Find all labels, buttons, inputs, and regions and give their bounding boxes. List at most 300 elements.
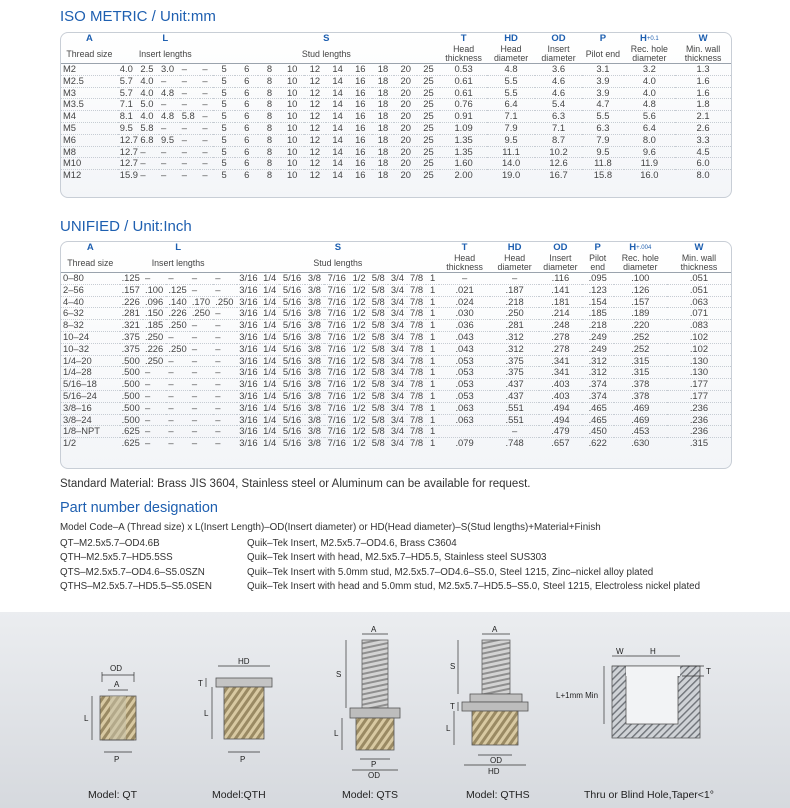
table-cell: .630 [631,437,650,449]
table-cell: – [190,414,213,426]
table-cell: 7/8 [407,284,426,296]
table-cell: 1/2 [350,273,369,285]
table-cell: 6.4 [487,99,534,111]
table-cell: 3/4 [388,331,407,343]
table-cell: 1/2 [350,426,369,438]
table-cell: .053 [439,367,490,379]
table-cell: .220 [614,320,667,332]
table-cell: 5/8 [369,343,388,355]
qth-label-l: L [204,709,209,718]
table-cell: .177 [667,390,731,402]
table-cell: .465 [582,402,614,414]
table-cell: .218 [490,296,539,308]
table-cell: – [490,426,539,438]
table-row [61,355,731,367]
table-cell: .130 [667,367,731,379]
unified-sub-stud-lengths: Stud lengths [237,254,439,273]
model-label-qth: Model:QTH [212,789,266,801]
table-row [61,64,731,76]
table-cell: .030 [439,308,490,320]
table-cell: 7/8 [407,273,426,285]
table-cell: 1 [426,367,439,379]
table-cell: 1.35 [440,134,487,146]
table-cell: 3/8 [305,402,324,414]
table-cell: .374 [582,379,614,391]
qths-label-a: A [492,625,498,634]
table-cell: 25 [417,99,440,111]
table-cell: 4.0 [624,87,676,99]
iso-col-hd: HD [504,33,518,44]
table-cell: 1 [426,379,439,391]
table-cell: 0.91 [440,111,487,123]
table-cell: .051 [667,273,731,285]
table-cell: 5.4 [535,99,582,111]
table-cell: 7.9 [582,134,623,146]
table-cell: 4.0 [624,75,676,87]
iso-col-s: S [323,33,330,44]
unified-col-l: L [175,242,182,253]
table-cell: – [166,402,189,414]
part-number-code: QTH–M2.5x5.7–HD5.5SS [60,552,173,564]
unified-sub-thread-size: Thread size [61,254,120,273]
table-cell: .250 [490,308,539,320]
table-cell: 7/16 [324,367,350,379]
table-cell: 14 [326,134,349,146]
table-cell: 12 [309,169,321,181]
part-number-example [60,580,760,594]
table-cell: 2.5 [138,64,159,76]
unified-sub-insert-diameter: Insert diameter [539,254,582,273]
table-cell: 20 [394,122,417,134]
table-cell: – [166,367,189,379]
table-cell: 3/4 [388,390,407,402]
table-cell: 12.7 [119,134,139,145]
qth-label-t: T [198,679,203,688]
table-cell: 5/16 [279,426,305,438]
table-cell: 5/16 [279,284,305,296]
table-cell: 14 [326,87,349,99]
table-cell: 5 [213,111,236,123]
table-cell: .374 [582,390,614,402]
table-cell: – [190,331,213,343]
table-cell: – [190,273,213,285]
table-cell: 5/16 [282,437,302,449]
table-row [61,426,731,438]
table-cell: 1/8–NPT [61,426,120,438]
table-cell: – [200,122,212,134]
table-cell: 18 [372,158,395,170]
unified-sub-head-thickness: Head thickness [439,254,490,273]
table-row [61,308,731,320]
iso-col-l: L [162,33,169,44]
unified-sub-min-wall: Min. wall thickness [667,254,731,273]
table-cell: 10–24 [61,331,120,343]
qts-insert-drawing [334,625,400,780]
table-row [61,146,731,158]
table-cell: 5/8 [369,296,388,308]
table-cell: 3/4 [388,355,407,367]
table-cell: 5/8 [369,284,388,296]
table-cell: 10.2 [535,146,582,158]
table-cell: 5 [213,134,236,146]
table-cell: 5/16 [279,273,305,285]
table-cell: .278 [539,331,582,343]
table-cell: .079 [455,437,474,449]
table-cell: .622 [588,437,607,449]
iso-metric-table [60,32,732,198]
table-cell: 8 [258,134,281,146]
table-cell: .494 [539,414,582,426]
table-cell: 4.0 [118,64,139,76]
table-cell: 8 [258,158,281,170]
part-number-description: Quik–Tek Insert with head, M2.5x5.7–HD5.5, Stainless steel SUS303 [247,552,547,564]
unified-col-t: T [461,242,468,253]
table-cell: – [166,379,189,391]
table-cell: 3/4 [388,308,407,320]
table-cell: .154 [582,296,614,308]
table-cell: 1.6 [675,75,731,87]
table-cell: 5 [213,75,236,87]
table-cell: 8–32 [61,320,120,332]
table-cell: 1/4 [260,367,279,379]
unified-col-p: P [594,242,601,253]
table-cell: 1.3 [675,64,731,76]
table-cell: 6.0 [675,158,731,170]
table-cell: 9.5 [487,134,534,146]
table-cell: .226 [120,296,143,308]
table-cell: – [202,169,208,181]
table-cell: .500 [120,390,143,402]
table-cell: 5/8 [369,320,388,332]
table-cell: 5.5 [582,111,623,123]
qts-label-a: A [371,625,377,634]
table-cell: – [213,367,236,379]
part-number-title: Part number designation [60,500,218,516]
table-cell: 7.1 [487,111,534,123]
table-cell: 6 [235,134,258,146]
table-cell: 5/8 [369,273,388,285]
table-cell: 0–80 [61,273,120,285]
table-cell: 20 [394,75,417,87]
table-cell: 7.1 [118,99,139,111]
qths-label-t: T [450,702,455,711]
qths-label-od: OD [490,756,502,765]
table-cell: 7/8 [407,296,426,308]
table-cell: 3/4 [388,379,407,391]
qt-label-a: A [114,680,120,689]
table-cell: .036 [439,320,490,332]
table-cell: .315 [614,367,667,379]
table-cell: .226 [143,343,166,355]
table-cell: 7.9 [487,122,534,134]
table-cell: 1.09 [440,122,487,134]
table-cell: – [166,426,189,438]
table-cell: 1.8 [675,99,731,111]
table-cell: .043 [439,331,490,343]
table-cell: .181 [539,296,582,308]
table-cell: 6 [235,64,258,76]
table-cell: 7/16 [324,343,350,355]
table-cell: 14.0 [487,158,534,170]
table-cell: 3/16 [237,426,260,438]
table-cell: 8 [258,64,281,76]
table-cell: 3/8–24 [61,414,120,426]
table-cell [439,426,490,438]
model-label-hole: Thru or Blind Hole,Taper<1° [584,789,714,801]
table-cell: 14 [326,158,349,170]
table-cell: 1/2 [350,367,369,379]
table-cell: M4 [61,111,118,123]
table-cell: 5/8 [371,437,385,449]
iso-sub-insert-diameter: Insert diameter [535,45,582,64]
table-cell: 1 [426,320,439,332]
table-cell: 18 [372,122,395,134]
table-cell: .453 [614,426,667,438]
table-cell: .063 [439,402,490,414]
table-cell: 3.0 [159,64,180,76]
table-cell: 10 [281,75,304,87]
table-cell: – [200,146,212,158]
table-cell: M10 [61,158,118,170]
table-cell: – [213,379,236,391]
qth-label-p: P [240,755,246,764]
table-cell: 20 [400,169,411,181]
table-cell: 3/16 [237,296,260,308]
table-cell: 16 [349,75,372,87]
table-cell: 19.0 [501,169,521,181]
table-row [61,284,731,296]
table-cell: 6.4 [624,122,676,134]
table-cell: .141 [539,284,582,296]
table-cell: 16 [349,64,372,76]
table-cell: – [180,122,201,134]
table-cell: 7/16 [324,273,350,285]
table-cell: 7/16 [324,355,350,367]
table-cell: 25 [423,169,434,181]
table-cell: .281 [120,308,143,320]
table-cell: .189 [614,308,667,320]
table-cell: 9.5 [159,134,180,146]
table-cell: 14 [326,64,349,76]
standard-material-note: Standard Material: Brass JIS 3604, Stainless steel or Aluminum can be available for request. [60,478,531,490]
table-cell: – [180,99,201,111]
table-cell: 25 [417,87,440,99]
table-cell: .479 [539,426,582,438]
table-row [61,331,731,343]
table-cell: 1/4 [260,296,279,308]
iso-col-h: $H^{+0.1}$ [639,33,659,44]
table-cell: .024 [439,296,490,308]
table-cell: 3.9 [582,87,623,99]
table-cell: 3/16 [237,402,260,414]
table-cell: .250 [143,331,166,343]
table-cell: 7/16 [324,296,350,308]
table-cell: – [200,111,212,123]
table-cell: – [213,331,236,343]
table-cell: 5.8 [138,122,159,134]
table-row [61,99,731,111]
table-cell: .187 [490,284,539,296]
table-cell: – [213,390,236,402]
table-cell: – [143,402,166,414]
table-cell: – [168,437,174,449]
iso-sub-min-wall: Min. wall thickness [675,45,731,64]
table-cell: .450 [582,426,614,438]
table-cell: 1/4 [260,379,279,391]
table-cell: M5 [61,122,118,134]
table-cell: 20 [394,146,417,158]
table-cell: 3/8 [305,273,324,285]
table-cell: 1 [426,343,439,355]
table-cell: 1/4 [260,390,279,402]
table-cell: .043 [439,343,490,355]
table-cell: – [143,273,166,285]
table-cell: 6 [235,75,258,87]
iso-col-a: A [85,33,93,44]
table-cell: 0.53 [440,64,487,76]
table-cell: 12.6 [535,158,582,170]
table-cell: 3/4 [388,284,407,296]
table-cell: 8 [258,75,281,87]
table-cell: 18 [372,87,395,99]
table-cell: – [213,355,236,367]
table-cell: 6 [235,146,258,158]
unified-sub-head-diameter: Head diameter [490,254,539,273]
qts-label-s: S [336,670,342,679]
table-cell: .248 [539,320,582,332]
table-cell: 3/8 [305,414,324,426]
table-cell: 4.8 [159,111,180,123]
table-cell: – [190,379,213,391]
table-cell: 8.0 [624,134,676,146]
table-cell: .102 [667,331,731,343]
table-cell: 1/4 [263,437,277,449]
table-cell: 5/8 [369,402,388,414]
table-cell: 1 [426,414,439,426]
model-label-qths: Model: QTHS [466,789,530,801]
table-cell: 25 [417,134,440,146]
table-cell: 8.7 [535,134,582,146]
table-cell: .116 [539,273,582,285]
table-cell: 1/4 [260,284,279,296]
table-cell: 3/16 [237,390,260,402]
part-number-description: Quik–Tek Insert with head and 5.0mm stud, M2.5x5.7–HD5.5–S5.0, Steel 1215, Electroless nickel plated [247,580,701,592]
table-cell: .341 [539,367,582,379]
table-cell: .403 [539,390,582,402]
table-cell: – [166,355,189,367]
table-cell: 15.8 [593,169,613,181]
table-cell: 1/4 [260,308,279,320]
table-cell: .100 [143,284,166,296]
table-cell: 12 [304,146,327,158]
table-cell: – [159,99,180,111]
table-cell: 3/4 [388,426,407,438]
table-cell: .551 [490,414,539,426]
table-cell: .053 [439,390,490,402]
table-cell: .278 [539,343,582,355]
table-cell: – [140,169,146,181]
table-cell: 3/4 [388,273,407,285]
table-cell: 3.2 [624,64,676,76]
table-cell: 7/8 [407,331,426,343]
table-cell: – [215,437,221,449]
table-cell: .375 [120,343,143,355]
table-row [61,320,731,332]
table-cell: – [161,169,167,181]
table-cell: .469 [614,402,667,414]
table-cell: 11.1 [487,146,534,158]
table-cell: – [166,331,189,343]
table-cell: 5 [213,99,236,111]
table-cell: 10 [281,111,304,123]
table-cell: .281 [490,320,539,332]
table-cell: 3/16 [237,414,260,426]
model-label-qts: Model: QTS [342,789,399,801]
table-cell: 3/4 [388,367,407,379]
table-cell: 3/16 [237,331,260,343]
table-cell: .214 [539,308,582,320]
table-cell: 10 [281,146,304,158]
table-cell: .236 [667,426,731,438]
table-cell: 5/16 [279,343,305,355]
table-cell: 1/2 [350,308,369,320]
table-cell: – [190,390,213,402]
table-row [61,170,731,181]
table-cell: 1 [426,296,439,308]
table-cell: 12 [304,99,327,111]
table-cell: 3.9 [582,75,623,87]
table-cell: – [213,320,236,332]
table-cell: 3/4 [388,296,407,308]
table-cell: 8 [258,87,281,99]
table-cell: 1/2 [350,343,369,355]
table-cell: 5/16 [279,296,305,308]
table-cell: 4.0 [138,111,159,123]
table-cell: .748 [505,437,524,449]
table-row [61,296,731,308]
table-cell: 4.7 [582,99,623,111]
table-cell: – [180,134,201,146]
table-cell: 3.1 [582,64,623,76]
table-cell: 16.0 [640,169,659,181]
iso-col-w: W [698,33,708,44]
table-cell: 1/2 [350,331,369,343]
table-cell: .123 [582,284,614,296]
qths-label-s: S [450,662,456,671]
table-cell: 8 [258,111,281,123]
table-cell: 3/8 [305,284,324,296]
table-cell: 6 [235,111,258,123]
iso-sub-insert-lengths: Insert lengths [118,45,213,64]
table-cell: 0.76 [440,99,487,111]
table-cell: .315 [689,437,709,449]
table-cell: – [200,99,212,111]
table-cell: .053 [439,379,490,391]
table-cell: – [138,146,159,158]
table-cell: .250 [190,308,213,320]
table-cell: – [200,75,212,87]
table-cell: .071 [667,308,731,320]
table-cell: .469 [614,414,667,426]
table-cell: .375 [120,331,143,343]
table-cell: 3/16 [239,437,258,449]
table-cell: 1 [426,331,439,343]
table-cell: M8 [61,146,118,158]
table-cell: 20 [394,87,417,99]
table-cell: 25 [417,75,440,87]
table-cell: 7/16 [324,379,350,391]
table-cell: 16 [349,99,372,111]
